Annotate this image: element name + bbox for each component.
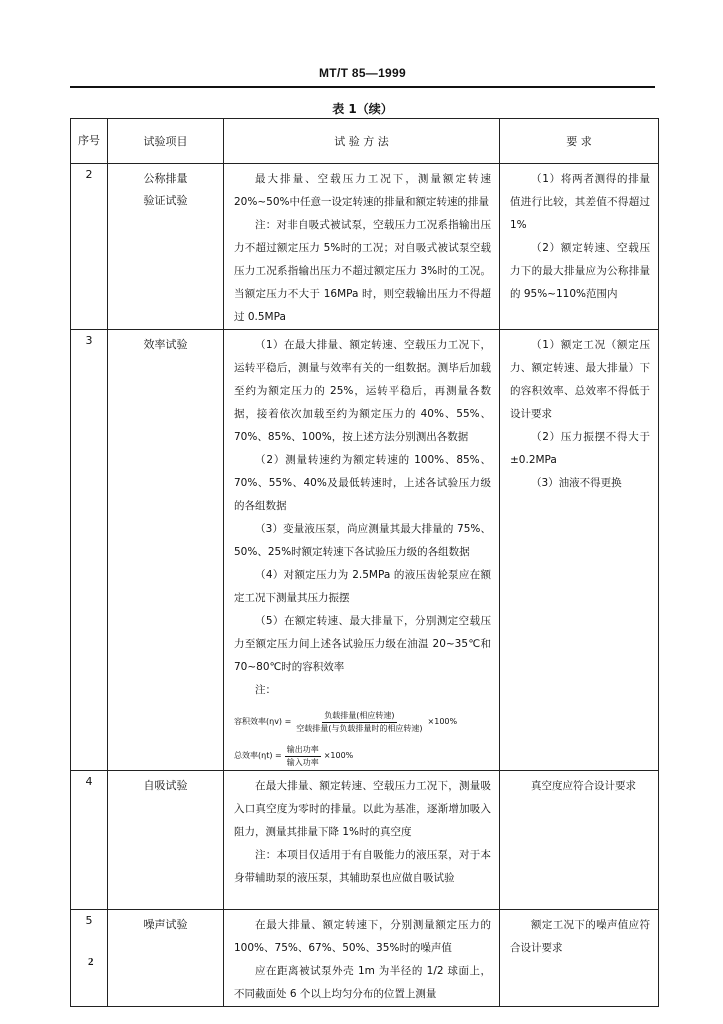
row-number: 4	[71, 771, 108, 910]
test-item-line: 效率试验	[143, 338, 188, 351]
requirement	[500, 771, 659, 910]
method-paragraph: 最大排量、空载压力工况下，测量额定转速20%~50%中任意一设定转速的排量和额定转速的排量	[234, 173, 491, 208]
formula-denominator: 空载排量(与负载排量时的相应转速)	[296, 723, 423, 733]
method-paragraph: （4）对额定压力为 2.5MPa 的液压齿轮泵应在额定工况下测量其压力振摆	[234, 569, 491, 604]
formula-lhs: 容积效率(ηv) =	[234, 717, 292, 726]
formula-fraction	[285, 744, 321, 769]
requirement	[500, 330, 659, 771]
formula-tail: ×100%	[427, 717, 458, 726]
test-item-line: 公称排量	[143, 172, 188, 185]
row-number: 2	[71, 164, 108, 330]
test-item-line: 自吸试验	[143, 779, 188, 792]
method-paragraph: （3）变量液压泵，尚应测量其最大排量的 75%、50%、25%时额定转速下各试验压力级的各组数据	[234, 523, 491, 558]
volumetric-efficiency-formula	[234, 708, 491, 736]
column-header-item: 试验项目	[108, 119, 224, 164]
requirement-paragraph: （2）压力振摆不得大于±0.2MPa	[510, 431, 650, 466]
page-number: 2	[88, 956, 94, 968]
test-method	[224, 910, 500, 1007]
method-paragraph: （2）测量转速约为额定转速的 100%、85%、70%、55%、40%及最低转速时，上述各试验压力级的各组数据	[234, 454, 491, 512]
test-item-line: 噪声试验	[143, 918, 188, 931]
formula-tail: ×100%	[323, 751, 354, 760]
test-item	[108, 771, 224, 910]
column-header-method: 试 验 方 法	[224, 119, 500, 164]
method-note: 注：对非自吸式被试泵，空载压力工况系指输出压力不超过额定压力 5%时的工况；对自吸式被试泵空载压力工况系指输出压力不超过额定压力 3%时的工况。当额定压力不大于 16MPa 时，则空载输出压力不得超过 0.5MPa	[234, 219, 491, 323]
requirement-paragraph: （1）将两者测得的排量值进行比较，其差值不得超过1%	[510, 173, 650, 231]
table-caption: 表 1（续）	[332, 102, 393, 116]
row-number: 3	[71, 330, 108, 771]
formula-lhs: 总效率(ηt) =	[234, 751, 282, 760]
test-item	[108, 330, 224, 771]
table-row	[71, 771, 659, 910]
requirement-paragraph: （2）额定转速、空载压力下的最大排量应为公称排量的 95%~110%范围内	[510, 242, 650, 300]
requirement-paragraph: 额定工况下的噪声值应符合设计要求	[510, 919, 650, 954]
method-paragraph: 应在距离被试泵外壳 1m 为半径的 1/2 球面上，不同截面处 6 个以上均匀分布的位置上测量	[234, 965, 491, 1000]
test-method	[224, 330, 500, 771]
method-note-label: 注：	[255, 684, 276, 696]
column-header-no: 序号	[71, 119, 108, 164]
total-efficiency-formula	[234, 742, 491, 770]
header-rule	[70, 86, 655, 88]
requirement-paragraph: （3）油液不得更换	[531, 477, 622, 489]
column-header-requirement: 要 求	[500, 119, 659, 164]
standard-number: MT/T 85—1999	[319, 66, 406, 80]
requirement	[500, 910, 659, 1007]
test-item-line: 验证试验	[143, 194, 188, 207]
table-row	[71, 164, 659, 330]
requirement	[500, 164, 659, 330]
table-row	[71, 910, 659, 1007]
method-paragraph: （5）在额定转速、最大排量下，分别测定空载压力至额定压力间上述各试验压力级在油温 20~35℃和 70~80℃时的容积效率	[234, 615, 491, 673]
test-method	[224, 771, 500, 910]
formula-fraction	[294, 710, 424, 735]
row-number: 5	[71, 910, 108, 1007]
table-row	[71, 330, 659, 771]
test-spec-table	[70, 118, 659, 1007]
method-note: 注：本项目仅适用于有自吸能力的液压泵，对于本身带辅助泵的液压泵，其辅助泵也应做自吸试验	[234, 849, 491, 884]
table-header-row	[71, 119, 659, 164]
method-paragraph: 在最大排量、额定转速、空载压力工况下，测量吸入口真空度为零时的排量。以此为基准，逐渐增加吸入阻力，测量其排量下降 1%时的真空度	[234, 780, 491, 838]
formula-denominator: 输入功率	[286, 757, 319, 767]
formula-numerator: 负载排量(相应转速)	[322, 710, 396, 723]
formula-numerator: 输出功率	[285, 744, 321, 757]
method-paragraph: （1）在最大排量、额定转速、空载压力工况下，运转平稳后，测量与效率有关的一组数据。测毕后加载至约为额定压力的 25%，运转平稳后，再测量各数据，接着依次加载至约为额定压力的 40%、55%、70%、85%、100%，按上述方法分别测出各数据	[234, 339, 491, 443]
test-item	[108, 164, 224, 330]
requirement-paragraph: （1）额定工况（额定压力、额定转速、最大排量）下的容积效率、总效率不得低于设计要求	[510, 339, 650, 420]
requirement-paragraph: 真空度应符合设计要求	[531, 780, 636, 792]
test-item	[108, 910, 224, 1007]
method-paragraph: 在最大排量、额定转速下，分别测量额定压力的100%、75%、67%、50%、35%时的噪声值	[234, 919, 491, 954]
test-method	[224, 164, 500, 330]
